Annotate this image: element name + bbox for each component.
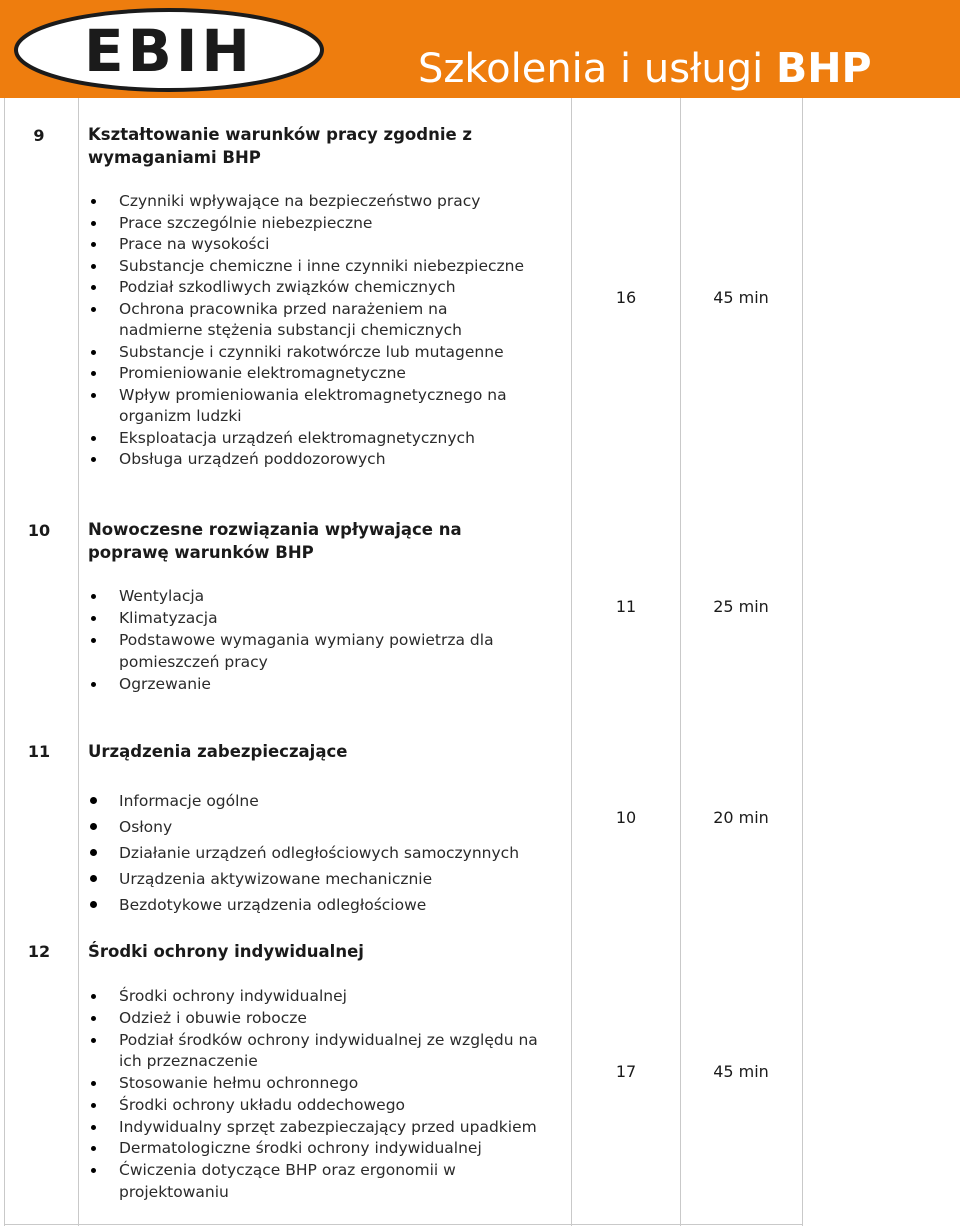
table-border-left <box>4 98 5 1226</box>
tagline-bold: BHP <box>775 44 872 92</box>
list-item: Informacje ogólne <box>88 788 558 814</box>
list-item: Środki ochrony indywidualnej <box>88 986 548 1008</box>
minutes-value: 20 min <box>713 808 769 827</box>
list-item: Dermatologiczne środki ochrony indywidualnej <box>88 1138 548 1160</box>
table-border-col2 <box>571 98 572 1226</box>
row-number: 9 <box>33 126 45 145</box>
table-border-right <box>802 98 803 1226</box>
minutes-value: 25 min <box>713 597 769 616</box>
list-item: Substancje i czynniki rakotwórcze lub mutagenne <box>88 342 528 364</box>
hours-value: 10 <box>615 808 637 827</box>
hours-value: 11 <box>615 597 637 616</box>
list-item: Podstawowe wymagania wymiany powietrza dla pomieszczeń pracy <box>88 629 518 673</box>
table-border-col3 <box>680 98 681 1226</box>
minutes-value: 45 min <box>713 288 769 307</box>
list-item: Odzież i obuwie robocze <box>88 1008 548 1030</box>
list-item: Indywidualny sprzęt zabezpieczający przed upadkiem <box>88 1117 548 1139</box>
topic-list <box>88 585 518 695</box>
list-item: Podział środków ochrony indywidualnej ze względu na ich przeznaczenie <box>88 1030 548 1074</box>
row-number: 10 <box>27 521 51 540</box>
row-title: Kształtowanie warunków pracy zgodnie z wymaganiami BHP <box>88 125 473 167</box>
list-item: Substancje chemiczne i inne czynniki niebezpieczne <box>88 256 528 278</box>
list-item: Obsługa urządzeń poddozorowych <box>88 449 528 471</box>
hours-value: 17 <box>615 1062 637 1081</box>
header-banner <box>0 0 960 98</box>
list-item: Prace szczególnie niebezpieczne <box>88 213 528 235</box>
row-title: Nowoczesne rozwiązania wpływające na poprawę warunków BHP <box>88 520 462 562</box>
list-item: Środki ochrony układu oddechowego <box>88 1095 548 1117</box>
topic-list <box>88 191 528 471</box>
row-number: 11 <box>27 742 51 761</box>
topic-list <box>88 986 548 1204</box>
list-item: Promieniowanie elektromagnetyczne <box>88 363 528 385</box>
list-item: Klimatyzacja <box>88 607 518 629</box>
list-item: Podział szkodliwych związków chemicznych <box>88 277 528 299</box>
list-item: Eksploatacja urządzeń elektromagnetycznych <box>88 428 528 450</box>
list-item: Czynniki wpływające na bezpieczeństwo pracy <box>88 191 528 213</box>
topic-list <box>88 788 558 918</box>
list-item: Stosowanie hełmu ochronnego <box>88 1073 548 1095</box>
list-item: Osłony <box>88 814 558 840</box>
list-item: Urządzenia aktywizowane mechanicznie <box>88 866 558 892</box>
table-border-col1 <box>78 98 79 1226</box>
tagline <box>418 38 958 98</box>
row-title: Środki ochrony indywidualnej <box>88 942 364 961</box>
list-item: Ogrzewanie <box>88 673 518 695</box>
ebih-logo <box>14 8 324 92</box>
minutes-value: 45 min <box>713 1062 769 1081</box>
list-item: Działanie urządzeń odległościowych samoczynnych <box>88 840 558 866</box>
hours-value: 16 <box>615 288 637 307</box>
list-item: Ćwiczenia dotyczące BHP oraz ergonomii w projektowaniu <box>88 1160 548 1204</box>
list-item: Ochrona pracownika przed narażeniem na nadmierne stężenia substancji chemicznych <box>88 299 528 342</box>
logo-text: EBIH <box>84 17 254 85</box>
list-item: Prace na wysokości <box>88 234 528 256</box>
list-item: Bezdotykowe urządzenia odległościowe <box>88 892 558 918</box>
row-number: 12 <box>27 942 51 961</box>
row-title: Urządzenia zabezpieczające <box>88 742 348 761</box>
table-border-bottom <box>4 1224 803 1225</box>
list-item: Wentylacja <box>88 585 518 607</box>
tagline-regular: Szkolenia i usługi <box>418 46 776 92</box>
list-item: Wpływ promieniowania elektromagnetycznego na organizm ludzki <box>88 385 528 428</box>
